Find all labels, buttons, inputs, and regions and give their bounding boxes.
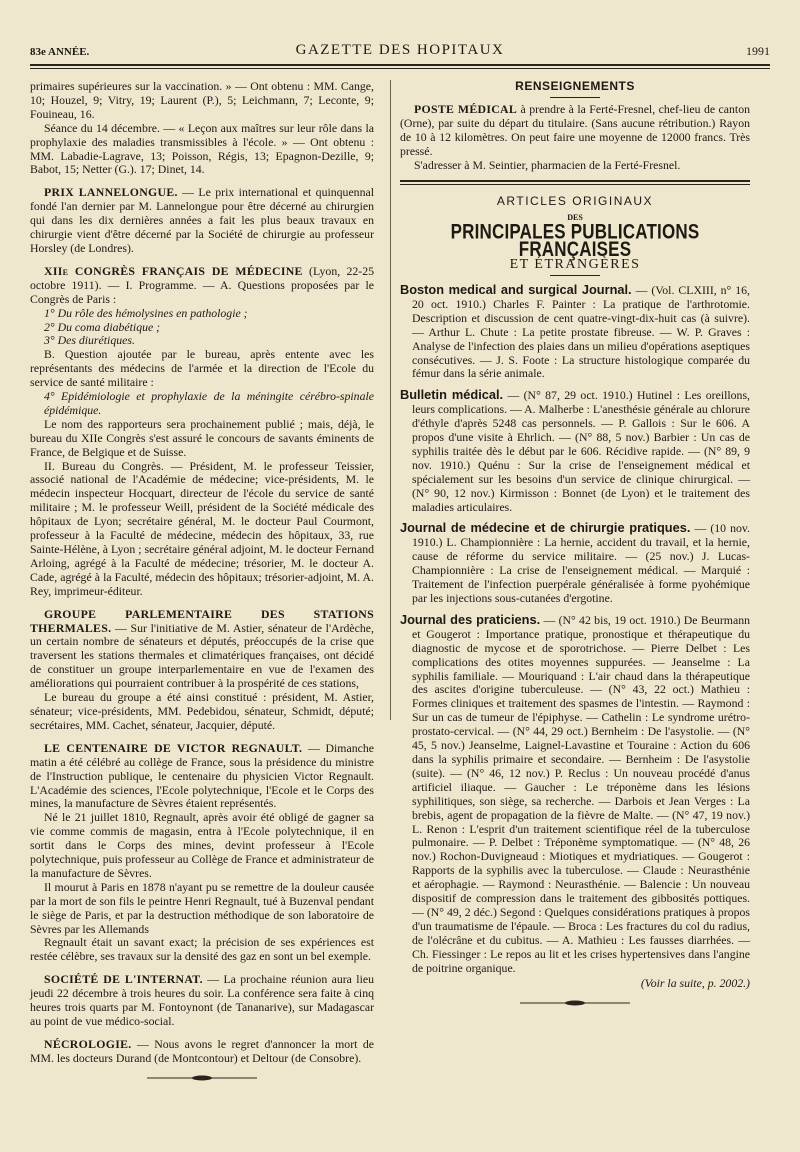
left-paragraph bbox=[30, 881, 374, 937]
paragraph-text: II. Bureau du Congrès. — Président, M. le professeur Teissier, associé national de l'Académie de médecine; vice-présidents, M. le médecin inspecteur Hocquart, directeur de l'école du service de santé militaire ; M. le professeur Weill, président de la Société médicale des hôpitaux de Lyon; secrétaire général, M. le docteur Paul Courmont, professeur à la Faculté de médecine, médecin des hôpitaux, 33, rue Sainte-Hélène, à Lyon ; secrétaire général adjoint, M. le docteur Fernand Arloing, agrégé à la Faculté de médecine; trésorier, M. le docteur A. Cade, agrégé à la Faculté, médecin des hôpitaux; trésorier-adjoint, M. A. Rey, imprimeur-éditeur. bbox=[30, 458, 374, 598]
paragraph-text: 4° Epidémiologie et prophylaxie de la méningite cérébro-spinale épidémique. bbox=[44, 389, 374, 417]
running-header bbox=[30, 42, 770, 64]
paragraph-text: — Dimanche matin a été célébré au collège de France, sous la présidence du ministre de l'Instruction publique, le centenaire du physicien Victor Regnault. L'Académie des sciences, l'Ecole polytechnique, l'Ecole et le Corps des mines, la manufacture de Sèvres étaient représentés. bbox=[30, 740, 374, 811]
journal-name: Journal des praticiens. bbox=[400, 611, 541, 627]
left-paragraph bbox=[30, 973, 374, 1029]
notice-contact: S'adresser à M. Seintier, pharmacien de la Ferté-Fresnel. bbox=[414, 157, 681, 172]
poste-medical-notice bbox=[400, 103, 750, 159]
renseignements-title: RENSEIGNEMENTS bbox=[515, 79, 635, 93]
paragraph-text: — Le prix international et quinquennal fondé l'an dernier par M. Lannelongue pour être décerné au chirurgien qui dans les dix dernières années a fait les plus beaux travaux en chirurgie vient d'être décerné par la Société de chirurgie au professeur Horsley (de Londres). bbox=[30, 185, 374, 255]
paragraph-text: 1° Du rôle des hémolysines en pathologie ; bbox=[44, 305, 248, 320]
paragraph-text: B. Question ajoutée par le bureau, après entente avec les représentants des médecins de l'armée et la direction de l'Ecole du service de santé militaire : bbox=[30, 347, 374, 390]
notice-lead: POSTE MÉDICAL bbox=[414, 101, 518, 116]
paragraph-lead: NÉCROLOGIE. bbox=[44, 1036, 132, 1051]
end-ornament bbox=[520, 999, 630, 1007]
journal-contents: — (N° 87, 29 oct. 1910.) Hutinel : Les oreillons, leurs complications. — A. Malherbe : L'anesthésie générale au chlorure d'éthyle d'après 5248 cas personnels. — P. Gallois : Sur le 606. A propos d'une visite à Ehrlich. — (N° 88, 5 nov.) Barbier : Un cas de syphilis traitée dès le début par le 606. Récidive rapide. — (N° 89, 9 nov. 1910.) Quénu : Sur la crise de l'enseignement médical et spécialement sur les besoins d'un service de clinique chirurgical. — (N° 90, 12 nov.) Kirmisson : Bonnet (de Lyon) et le traitement des maladies articulaires. bbox=[412, 388, 750, 514]
left-paragraph bbox=[30, 811, 374, 881]
paragraph-lead: GROUPE PARLEMENTAIRE DES STATIONS THERMALES. bbox=[30, 606, 374, 635]
left-paragraph bbox=[30, 334, 374, 348]
left-paragraph bbox=[30, 348, 374, 390]
notice-text: à prendre à la Ferté-Fresnel, chef-lieu de canton (Orne), par suite du départ du titulaire. (Sans aucune rétribution.) Rayon de 10 à 12 kilomètres. On peut faire une moyenne de 12000 francs. Très pressé. bbox=[400, 101, 750, 158]
articles-des: DES bbox=[567, 213, 583, 223]
left-paragraph bbox=[30, 608, 374, 691]
left-column bbox=[30, 80, 374, 1082]
left-paragraph bbox=[30, 1038, 374, 1066]
volume-label: 83e ANNÉE. bbox=[30, 46, 90, 58]
articles-heading bbox=[400, 195, 750, 276]
paragraph-lead: XIIe CONGRÈS FRANÇAIS DE MÉDECINE bbox=[44, 263, 303, 278]
journal-contents: — (10 nov. 1910.) L. Championnière : La hernie, accident du travail, et la hernie, cause de réforme du service militaire. — (25 nov.) J. Lucas-Championnière : La crise de l'enseignement médical. — Marquié : Traitement de l'infection puerpérale généralisée à forme pyohémique par les injections sous-cutanées d'ergotine. bbox=[412, 521, 751, 605]
left-paragraph bbox=[30, 390, 374, 418]
journal-entry bbox=[400, 613, 750, 976]
left-paragraph bbox=[30, 307, 374, 321]
continuation-note: (Voir la suite, p. 2002.) bbox=[640, 976, 750, 991]
paragraph-text: Séance du 14 décembre. — « Leçon aux maîtres sur leur rôle dans la prophylaxie des maladies transmissibles à l'école. » — Ont obtenu : MM. Labadie-Lagrave, 13; Poisson, Régis, 13; Epagnon-Dezille, 9; Babot, 15; Netter (G.). 17; Dinet, 14. bbox=[30, 120, 374, 177]
journal-name: Boston medical and surgical Journal. bbox=[400, 281, 632, 297]
left-paragraph bbox=[30, 80, 374, 122]
paragraph-lead: PRIX LANNELONGUE. bbox=[44, 185, 178, 200]
section-double-rule bbox=[400, 180, 750, 185]
articles-title-line1: PRINCIPALES PUBLICATIONS FRANÇAISES bbox=[450, 220, 700, 262]
journal-entry bbox=[400, 283, 750, 381]
articles-title-line2: ET ÉTRANGÈRES bbox=[509, 257, 641, 273]
paragraph-text: Le nom des rapporteurs sera prochainement publié ; mais, déjà, le bureau du XIIe Congrès s'est assuré le concours de savants éminents de France, de Belgique et de Suisse. bbox=[30, 416, 374, 459]
paragraph-text: Le bureau du groupe a été ainsi constitué : président, M. Astier, sénateur; vice-présidents, MM. Pedebidou, sénateur, Schmidt, député; secrétaires, MM. Cachet, sénateur, Jacquier, député. bbox=[30, 690, 374, 732]
left-paragraph bbox=[30, 742, 374, 812]
paragraph-lead: LE CENTENAIRE DE VICTOR REGNAULT. bbox=[44, 740, 303, 755]
short-rule bbox=[550, 275, 600, 276]
renseignements-section bbox=[400, 80, 750, 172]
paragraph-text: — Nous avons le regret d'annoncer la mort de MM. les docteurs Durand (de Montcontour) et Deltour (de Consobre). bbox=[30, 1036, 374, 1065]
journal-list bbox=[400, 283, 750, 976]
header-rule-thin bbox=[30, 68, 770, 69]
journal-title: GAZETTE DES HOPITAUX bbox=[295, 42, 505, 58]
paragraph-text: Né le 21 juillet 1810, Regnault, après avoir été obligé de gagner sa vie comme commis de magasin, entra à l'Ecole polytechnique, il en sortit dans le Corps des mines, devint professeur à l'Ecole polytechnique, puis professeur au Collège de France et administrateur de la manufacture de Sèvres. bbox=[30, 810, 374, 880]
right-column bbox=[400, 80, 750, 1007]
paragraph-text: — La prochaine réunion aura lieu jeudi 22 décembre à trois heures du soir. La conférence sera faite à cinq heures trois quarts par M. Fontoynont (de Tananarive), sur Madagascar au point de vue médico-social. bbox=[30, 972, 374, 1028]
left-paragraph bbox=[30, 122, 374, 178]
articles-kicker: ARTICLES ORIGINAUX bbox=[496, 194, 654, 209]
left-paragraph bbox=[30, 321, 374, 335]
journal-name: Bulletin médical. bbox=[400, 387, 504, 403]
paragraph-text: primaires supérieures sur la vaccination. » — Ont obtenu : MM. Cange, 10; Houzel, 9; Vitry, 19; Laurent (P.), 5; Leichmann, 7; Leconte, 9; Fouineau, 16. bbox=[30, 79, 374, 121]
short-rule bbox=[550, 97, 600, 98]
journal-contents: — (N° 42 bis, 19 oct. 1910.) De Beurmann et Gougerot : Importance pratique, pronostique et thérapeutique du diagnostic de mycose et de sporotrichose. — Pierre Delbet : Les complications des otites moyennes suppurées. — Jeanselme : La syphilis familiale. — Mouriquand : L'air chaud dans la thérapeutique des ascites d'origine tuberculeuse. — (N° 43, 22 oct.) Mathieu : Formes cliniques et traitement des spasmes de l'intestin. — Raymond : Sur un cas de tumeur de l'épiphyse. — Cathelin : Le syndrome urétro-prostato-cervical. — (N° 44, 29 oct.) Bernheim : De l'asystolie. — (N° 45, 5 nov.) Jeanselme, Laignel-Lavastine et Touraine : Action du 606 dans la syphilis primaire et secondaire. — Bernheim : De l'asystolie (suite). — (N° 46, 12 nov.) P. Reclus : Un nouveau procédé d'anus artificiel iliaque. — Gaucher : Le tréponème dans les lésions syphilitiques, son siège, sa recherche. — Darbois et Jean Verges : La brebis, agent de propagation de la fièvre de Malte. — (N° 47, 19 nov.) L. Renon : L'esprit d'un traitement scientifique réel de la tuberculose pulmonaire. — P. Delbet : Tréponème symptomatique. — (N° 48, 26 nov.) Rochon-Duvigneaud : Miotiques et mydriatiques. — Gougerot : Rapports de la syphilis avec la tuberculose. — Claude : Neurasthénie et aérophagie. — Raymond : Neurasthénie. — Balencie : Un nouveau dispositif de compression dans le traitement des gibbosités pottiques. — (N° 49, 2 déc.) Segond : Quelques considérations pratiques à propos d'un traumatisme de l'épaule. — Broca : Les fractures du col du radius, de l'olécrâne et du cubitus. — A. Mathieu : Les fausses diarrhées. — Ch. Fiessinger : Le repos au lit et les crises hypertensives dans l'angine de poitrine organique. bbox=[412, 612, 750, 975]
left-paragraph bbox=[30, 936, 374, 964]
journal-entry bbox=[400, 388, 750, 514]
column-divider bbox=[390, 80, 391, 720]
paragraph-text: 2° Du coma diabétique ; bbox=[44, 319, 161, 334]
paragraph-text: — Sur l'initiative de M. Astier, sénateur de l'Ardèche, un certain nombre de sénateurs et députés, préoccupés de la crise que traversent les stations thermales et climatériques françaises, ont décidé de constituer un groupe interparlementaire en vue de l'examen des améliorations qui pourraient contribuer à la prospérité de ces stations, bbox=[30, 620, 374, 691]
paragraph-lead: SOCIÉTÉ DE L'INTERNAT. bbox=[44, 972, 203, 987]
left-paragraph bbox=[30, 460, 374, 599]
end-ornament bbox=[147, 1074, 257, 1082]
paragraph-text: Il mourut à Paris en 1878 n'ayant pu se remettre de la douleur causée par la mort de son fils le peintre Henri Regnault, tué à Buzenval pendant le siège de Paris, et par la destruction méthodique de son laboratoire de Sèvres par les Allemands bbox=[30, 879, 374, 936]
left-paragraph bbox=[30, 691, 374, 733]
header-rule bbox=[30, 64, 770, 66]
paragraph-text: 3° Des diurétiques. bbox=[44, 333, 135, 348]
journal-name: Journal de médecine et de chirurgie pratiques. bbox=[400, 520, 691, 536]
left-paragraph bbox=[30, 418, 374, 460]
paragraph-text: (Lyon, 22-25 octobre 1911). — I. Programme. — A. Questions proposées par le Congrès de Paris : bbox=[30, 263, 374, 306]
journal-contents: — (Vol. CLXIII, n° 16, 20 oct. 1910.) Charles F. Painter : La pratique de l'arthrotomie. Description et discussion de cent quatre-vingt-dix-huit cas (à suivre). — Arthur L. Chute : La petite prostate fibreuse. — W. P. Graves : Analyse de l'infection des plaies dans un milieu d'opérations aseptiques consécutives. — J. S. Foote : La structure histologique comparée du fémur dans la série animale. bbox=[412, 282, 750, 381]
left-paragraph bbox=[30, 186, 374, 256]
left-paragraph bbox=[30, 265, 374, 307]
journal-entry bbox=[400, 521, 750, 605]
page-number: 1991 bbox=[746, 44, 770, 58]
paragraph-text: Regnault était un savant exact; la précision de ses expériences est restée célèbre, ses travaux sur la densité des gaz en sont un bel exemple. bbox=[30, 935, 374, 964]
